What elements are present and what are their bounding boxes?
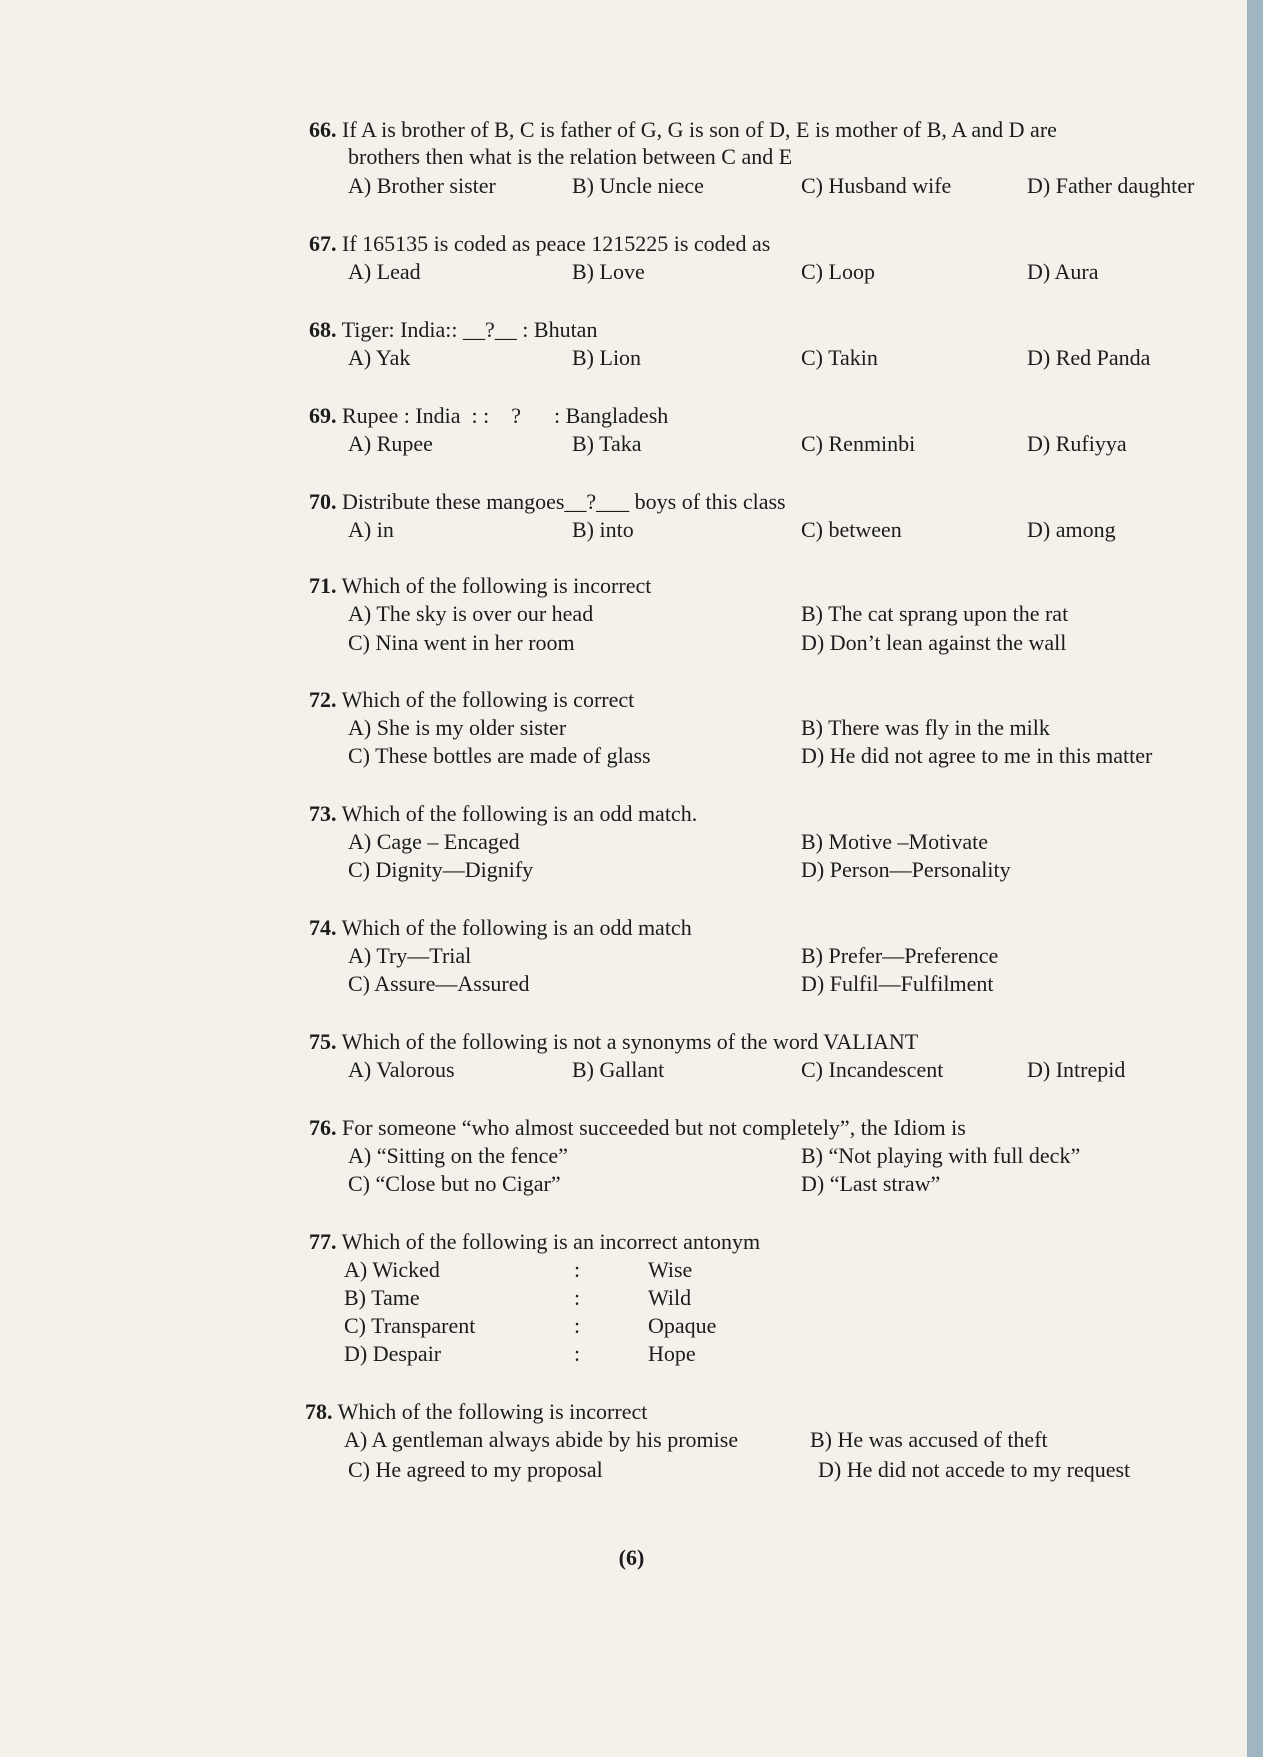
option-b: B) Love (572, 259, 645, 284)
option-d: D) He did not agree to me in this matter (801, 743, 1153, 768)
option-a: A) Valorous (348, 1057, 455, 1082)
option-c: C) These bottles are made of glass (348, 743, 651, 768)
option-c: C) Renminbi (801, 431, 916, 456)
option-a-right: Wise (648, 1257, 693, 1282)
option-a: A) Rupee (348, 431, 433, 456)
option-d: D) “Last straw” (801, 1171, 941, 1196)
question-text: Distribute these mangoes__?___ boys of this class (342, 489, 786, 514)
option-a: A) Lead (348, 259, 421, 284)
option-c: C) Dignity—Dignify (348, 857, 534, 882)
option-b: B) Lion (572, 345, 642, 370)
option-a: A) The sky is over our head (348, 601, 594, 626)
option-b: B) into (572, 517, 634, 542)
question-text: If 165135 is coded as peace 1215225 is coded as (342, 231, 771, 256)
pair-separator: : (574, 1313, 581, 1338)
option-d: D) Don’t lean against the wall (801, 630, 1067, 655)
question-text: Which of the following is an odd match (341, 915, 692, 940)
option-a: A) “Sitting on the fence” (348, 1143, 568, 1168)
pair-separator: : (574, 1341, 581, 1366)
option-d: D) Rufiyya (1027, 431, 1127, 456)
option-c: C) Incandescent (801, 1057, 944, 1082)
option-c: C) Loop (801, 259, 875, 284)
question-number: 68. (309, 317, 337, 342)
option-c: C) Husband wife (801, 173, 952, 198)
option-d: D) Red Panda (1027, 345, 1151, 370)
option-b: B) There was fly in the milk (801, 715, 1050, 740)
question-number: 75. (309, 1029, 337, 1054)
option-b: B) “Not playing with full deck” (801, 1143, 1081, 1168)
question-number: 74. (309, 915, 337, 940)
question-number: 76. (309, 1115, 337, 1140)
question-text: If A is brother of B, C is father of G, G is son of D, E is mother of B, A and D are (342, 117, 1057, 142)
pair-separator: : (574, 1285, 581, 1310)
option-a: A) Yak (348, 345, 411, 370)
option-b-left: B) Tame (344, 1285, 420, 1310)
option-c: C) Assure—Assured (348, 971, 530, 996)
option-d: D) Intrepid (1027, 1057, 1126, 1082)
option-c-left: C) Transparent (344, 1313, 476, 1338)
question-text: Rupee : India : : ? : Bangladesh (342, 403, 669, 428)
option-a: A) Cage – Encaged (348, 829, 520, 854)
option-d: D) among (1027, 517, 1116, 542)
question-text-continued: brothers then what is the relation between C and E (348, 144, 793, 169)
option-b: B) Uncle niece (572, 173, 704, 198)
page-edge (1247, 0, 1263, 1757)
option-c-right: Opaque (648, 1313, 717, 1338)
question-text: Which of the following is correct (341, 687, 635, 712)
option-d-right: Hope (648, 1341, 696, 1366)
option-a-left: A) Wicked (344, 1257, 440, 1282)
option-d: D) Person—Personality (801, 857, 1011, 882)
question-number: 67. (309, 231, 337, 256)
option-a: A) in (348, 517, 394, 542)
question-number: 72. (309, 687, 337, 712)
question-number: 77. (309, 1229, 337, 1254)
option-b: B) He was accused of theft (810, 1427, 1048, 1452)
question-text: For someone “who almost succeeded but not completely”, the Idiom is (342, 1115, 966, 1140)
option-b: B) Gallant (572, 1057, 665, 1082)
question-number: 70. (309, 489, 337, 514)
option-a: A) Brother sister (348, 173, 496, 198)
option-c: C) between (801, 517, 902, 542)
option-b: B) Taka (572, 431, 642, 456)
option-d: D) He did not accede to my request (818, 1457, 1131, 1482)
option-b: B) Prefer—Preference (801, 943, 999, 968)
option-c: C) Takin (801, 345, 878, 370)
page-number: (6) (618, 1545, 645, 1570)
question-text: Tiger: India:: __?__ : Bhutan (341, 317, 598, 342)
pair-separator: : (574, 1257, 581, 1282)
question-number: 66. (309, 117, 337, 142)
option-c: C) “Close but no Cigar” (348, 1171, 561, 1196)
question-text: Which of the following is incorrect (337, 1399, 648, 1424)
option-a: A) She is my older sister (348, 715, 567, 740)
option-d: D) Aura (1027, 259, 1099, 284)
option-d: D) Father daughter (1027, 173, 1195, 198)
question-number: 73. (309, 801, 337, 826)
question-text: Which of the following is an odd match. (341, 801, 698, 826)
option-c: C) He agreed to my proposal (348, 1457, 603, 1482)
question-number: 71. (309, 573, 337, 598)
question-text: Which of the following is an incorrect antonym (341, 1229, 761, 1254)
option-d: D) Fulfil—Fulfilment (801, 971, 994, 996)
question-text: Which of the following is not a synonyms of the word VALIANT (341, 1029, 919, 1054)
question-text: Which of the following is incorrect (341, 573, 652, 598)
option-d-left: D) Despair (344, 1341, 442, 1366)
option-b: B) The cat sprang upon the rat (801, 601, 1069, 626)
question-number: 69. (309, 403, 337, 428)
option-b: B) Motive –Motivate (801, 829, 988, 854)
option-a: A) A gentleman always abide by his promise (344, 1427, 739, 1452)
option-b-right: Wild (648, 1285, 692, 1310)
option-a: A) Try—Trial (348, 943, 472, 968)
option-c: C) Nina went in her room (348, 630, 575, 655)
question-number: 78. (305, 1399, 333, 1424)
